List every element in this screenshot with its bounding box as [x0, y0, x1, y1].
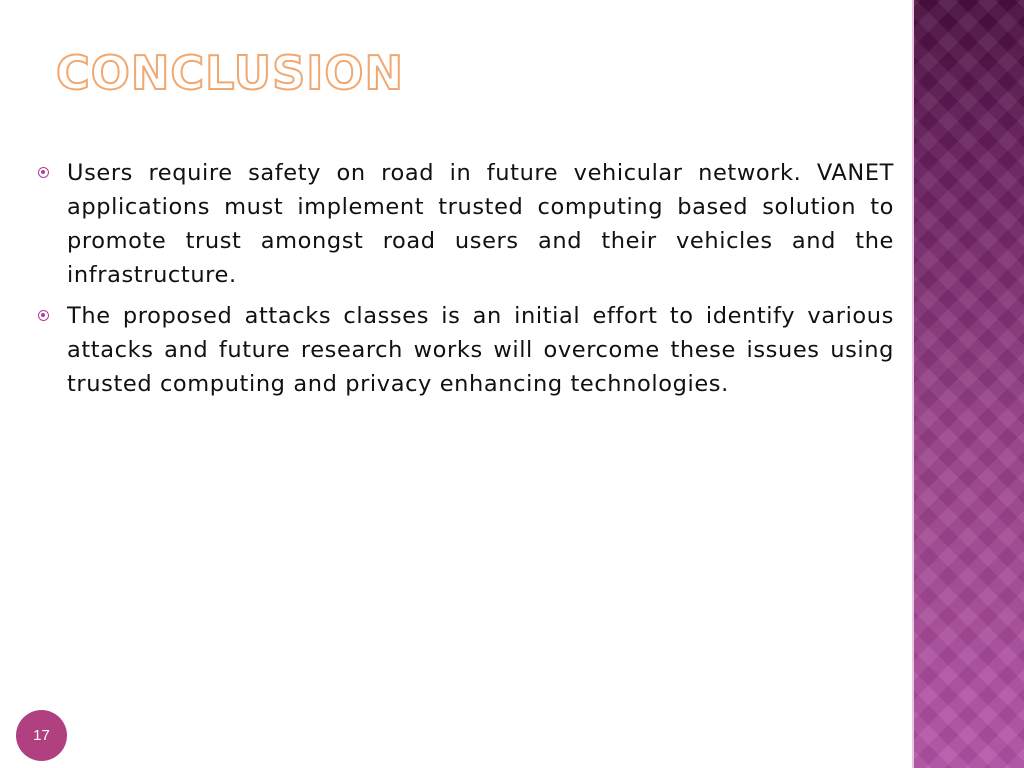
bullet-item	[38, 299, 894, 401]
bullet-list	[38, 156, 894, 408]
bullet-item	[38, 156, 894, 292]
page-number-badge: 17	[16, 710, 67, 761]
bullet-text: The proposed attacks classes is an initial effort to identify various attacks and future research works will overcome these issues using trusted computing and privacy enhancing technologies.	[67, 303, 894, 397]
decorative-side-band	[912, 0, 1024, 768]
circle-dot-bullet-icon	[38, 310, 49, 321]
side-band-edge	[912, 0, 914, 768]
circle-dot-bullet-icon	[38, 167, 49, 178]
slide-title: CONCLUSION	[56, 46, 404, 100]
bullet-text: Users require safety on road in future vehicular network. VANET applications must implement trusted computing based solution to promote trust amongst road users and their vehicles and the infrastructure.	[67, 160, 894, 288]
